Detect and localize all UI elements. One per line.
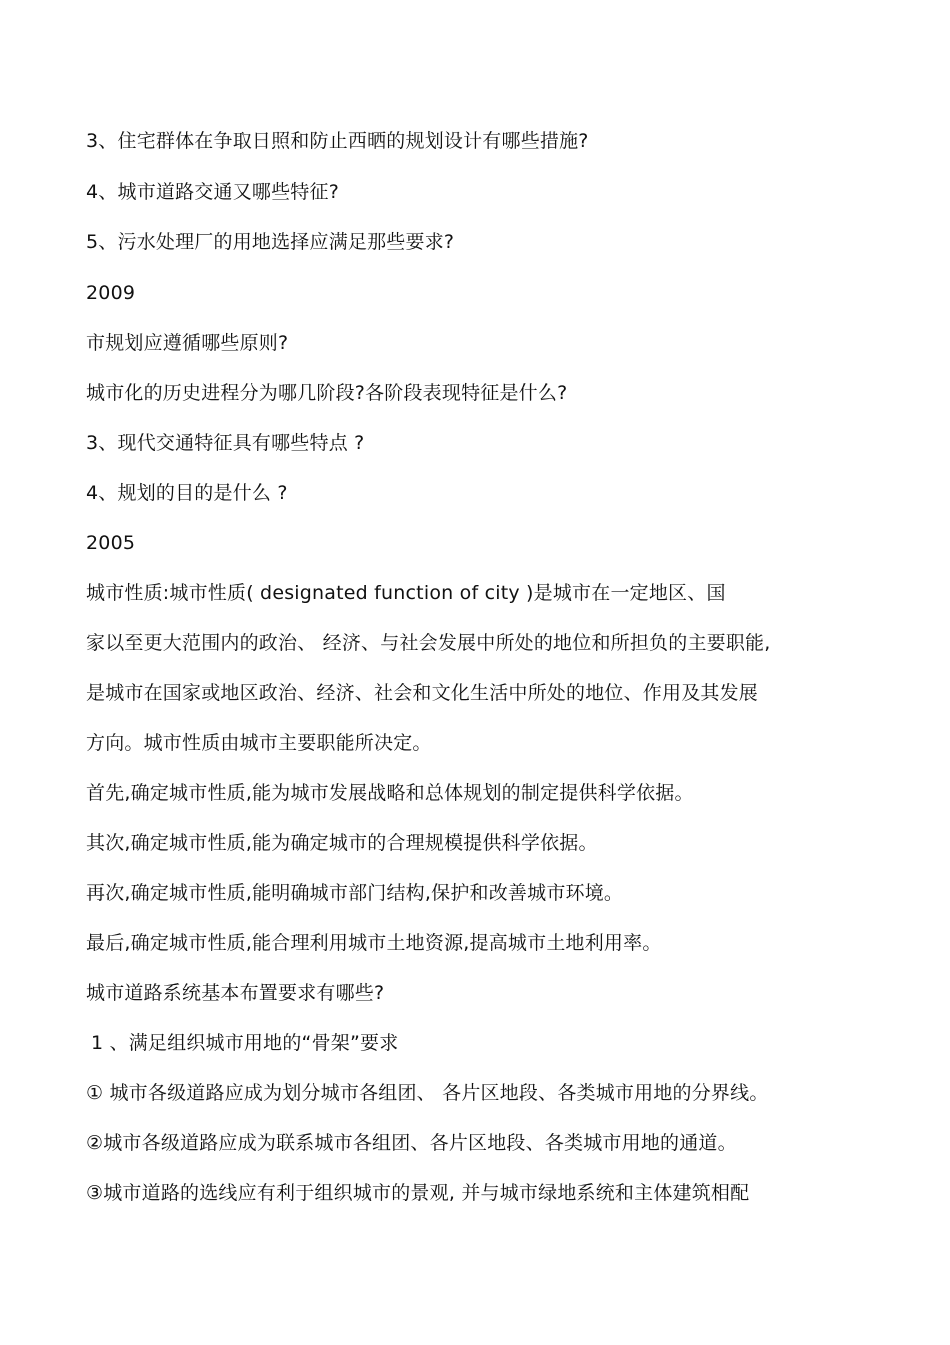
year-heading: 2005 [86, 532, 136, 554]
list-heading: 1 、满足组织城市用地的“骨架”要求 [91, 1032, 399, 1054]
list-item: ②城市各级道路应成为联系城市各组团、各片区地段、各类城市用地的通道。 [86, 1132, 737, 1154]
paragraph-line: 再次,确定城市性质,能明确城市部门结构,保护和改善城市环境。 [86, 882, 624, 904]
list-item: ① 城市各级道路应成为划分城市各组团、 各片区地段、各类城市用地的分界线。 [86, 1082, 769, 1104]
question-line: 4、城市道路交通又哪些特征? [86, 181, 339, 203]
paragraph-line: 城市性质:城市性质( designated function of city )是城市在一定地区、国 [86, 582, 726, 604]
question-line: 市规划应遵循哪些原则? [86, 332, 289, 354]
question-line: 5、污水处理厂的用地选择应满足那些要求? [86, 231, 455, 253]
list-item: ③城市道路的选线应有利于组织城市的景观, 并与城市绿地系统和主体建筑相配 [86, 1182, 750, 1204]
question-line: 城市化的历史进程分为哪几阶段?各阶段表现特征是什么? [86, 382, 568, 404]
question-line: 城市道路系统基本布置要求有哪些? [86, 982, 385, 1004]
question-line: 3、住宅群体在争取日照和防止西晒的规划设计有哪些措施? [86, 130, 589, 152]
paragraph-line: 首先,确定城市性质,能为城市发展战略和总体规划的制定提供科学依据。 [86, 782, 694, 804]
question-line: 3、现代交通特征具有哪些特点 ? [86, 432, 365, 454]
paragraph-line: 是城市在国家或地区政治、经济、社会和文化生活中所处的地位、作用及其发展 [86, 682, 759, 704]
paragraph-line: 家以至更大范围内的政治、 经济、与社会发展中所处的地位和所担负的主要职能, [86, 632, 771, 654]
paragraph-line: 最后,确定城市性质,能合理利用城市土地资源,提高城市土地利用率。 [86, 932, 662, 954]
paragraph-line: 方向。城市性质由城市主要职能所决定。 [86, 732, 432, 754]
year-heading: 2009 [86, 282, 136, 304]
paragraph-line: 其次,确定城市性质,能为确定城市的合理规模提供科学依据。 [86, 832, 598, 854]
question-line: 4、规划的目的是什么 ? [86, 482, 288, 504]
